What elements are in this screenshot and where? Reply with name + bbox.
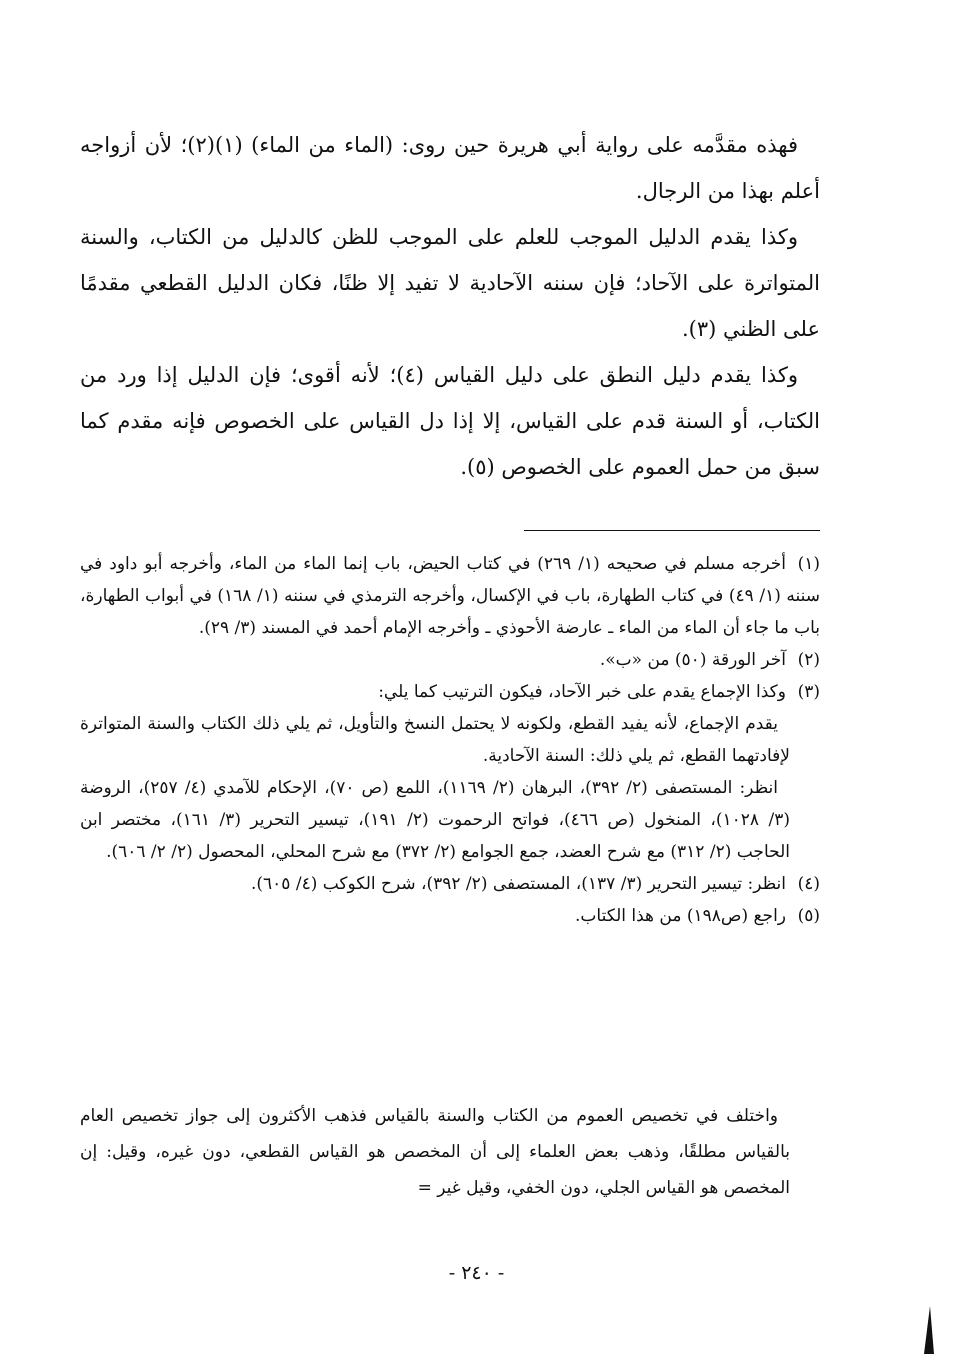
footnote-text: آخر الورقة (٥٠) من «ب». (599, 650, 786, 670)
carried-footnote (80, 1098, 790, 1206)
main-paragraph-3: وكذا يقدم دليل النطق على دليل القياس (٤)؛ لأنه أقوى؛ فإن الدليل إذا ورد من الكتاب، أو السنة قدم على القياس، إلا إذا دل القياس على الخصوص فإنه مقدم كما سبق من حمل العموم على الخصوص (٥). (80, 363, 820, 479)
footnote-4 (80, 868, 820, 900)
footnote-5 (80, 900, 820, 932)
footnote-number: (٥) (797, 906, 820, 926)
carried-footnote-text: واختلف في تخصيص العموم من الكتاب والسنة بالقياس فذهب الأكثرون إلى جواز تخصيص العام بالقياس مطلقًا، وذهب بعض العلماء إلى أن المخصص هو القياس القطعي، دون غيره، وقيل: إن المخصص هو القياس الجلي، دون الخفي، وقيل غير = (80, 1106, 790, 1198)
footnote-number: (٤) (797, 874, 820, 894)
footnote-number: (٢) (797, 650, 820, 670)
main-paragraph-2: وكذا يقدم الدليل الموجب للعلم على الموجب للظن كالدليل من الكتاب، والسنة المتواترة على الآحاد؛ فإن سننه الآحادية لا تفيد إلا ظنًا، فكان الدليل القطعي مقدمًا على الظني (٣). (80, 225, 820, 341)
footnote-text: راجع (ص١٩٨) من هذا الكتاب. (575, 906, 786, 926)
scan-edge-mark (924, 1306, 934, 1354)
page-number: - ٢٤٠ - (448, 1262, 505, 1284)
footnote-3 (80, 676, 820, 708)
main-paragraph-1: فهذه مقدَّمه على رواية أبي هريرة حين روى: (الماء من الماء) (١)(٢)؛ لأن أزواجه أعلم بهذا من الرجال. (80, 133, 820, 203)
footnote-1 (80, 548, 820, 644)
footnote-number: (٣) (797, 682, 820, 702)
footnote-text: وكذا الإجماع يقدم على خبر الآحاد، فيكون الترتيب كما يلي: (378, 682, 786, 702)
footnote-2 (80, 644, 820, 676)
main-text (80, 122, 820, 490)
footnote-text: انظر: تيسير التحرير (٣/ ١٣٧)، المستصفى (٢/ ٣٩٢)، شرح الكوكب (٤/ ٦٠٥). (250, 874, 786, 894)
footnote-text: أخرجه مسلم في صحيحه (١/ ٢٦٩) في كتاب الحيض، باب إنما الماء من الماء، وأخرجه أبو داود في سننه (١/ ٤٩) في كتاب الطهارة، باب في الإكسال، وأخرجه الترمذي في سننه (١/ ١٦٨) في أبواب الطهارة، باب ما جاء أن الماء من الماء ـ عارضة الأحوذي ـ وأخرجه الإمام أحمد في المسند (٣/ ٢٩). (80, 554, 821, 638)
footnote-number: (١) (797, 554, 820, 574)
footnote-3-continuation-1: يقدم الإجماع، لأنه يفيد القطع، ولكونه لا يحتمل النسخ والتأويل، ثم يلي ذلك الكتاب والسنة المتواترة لإفادتهما القطع، ثم يلي ذلك: السنة الآحادية. (80, 714, 790, 766)
footnote-divider (524, 530, 820, 531)
footnotes (80, 548, 820, 932)
footnote-3-continuation-2: انظر: المستصفى (٢/ ٣٩٢)، البرهان (٢/ ١١٦٩)، اللمع (ص ٧٠)، الإحكام للآمدي (٤/ ٢٥٧)، الروضة (٣/ ١٠٢٨)، المنخول (ص ٤٦٦)، فواتح الرحموت (٢/ ١٩١)، تيسير التحرير (٣/ ١٦١)، مختصر ابن الحاجب (٢/ ٣١٢) مع شرح العضد، جمع الجوامع (٢/ ٣٧٢) مع شرح المحلي، المحصول (٢/ ٢/ ٦٠٦). (80, 778, 790, 862)
